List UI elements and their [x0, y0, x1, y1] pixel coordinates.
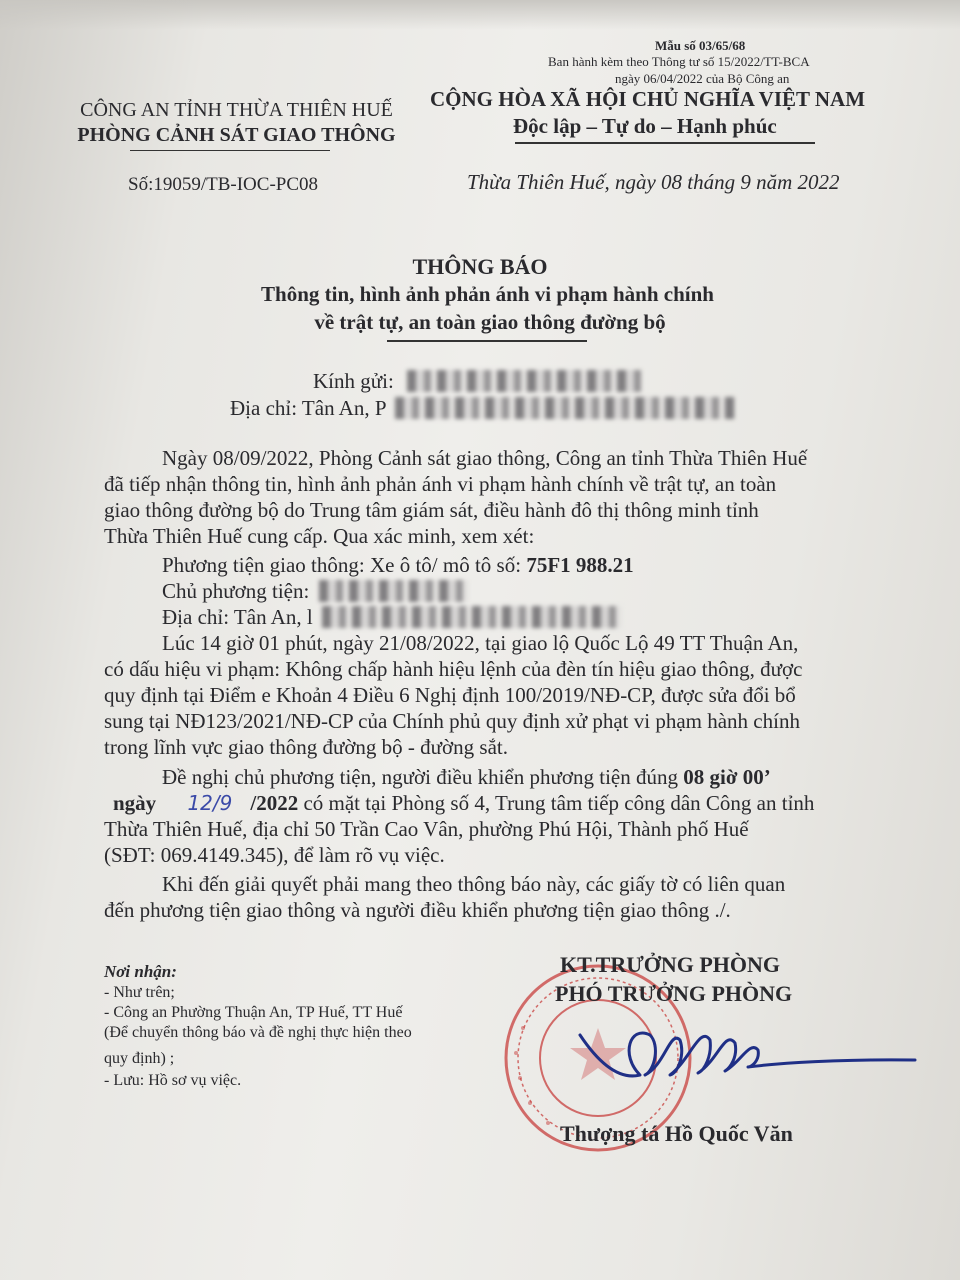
body-p1-line4: Thừa Thiên Huế cung cấp. Qua xác minh, xem xét:: [104, 524, 535, 548]
body-p2-line1: Lúc 14 giờ 01 phút, ngày 21/08/2022, tại giao lộ Quốc Lộ 49 TT Thuận An,: [162, 631, 799, 655]
agency-underline: [130, 150, 330, 151]
nation-motto: Độc lập – Tự do – Hạnh phúc: [513, 114, 777, 138]
motto-underline: [515, 142, 815, 144]
document-subtitle-line2: về trật tự, an toàn giao thông đường bộ: [314, 310, 666, 334]
document-number: Số:19059/TB-IOC-PC08: [128, 174, 319, 195]
signature-title-line1: KT.TRƯỞNG PHÒNG: [560, 952, 780, 977]
page-shadow: [0, 0, 960, 30]
handwritten-date: 12/9: [187, 791, 233, 815]
agency-name: CÔNG AN TỈNH THỪA THIÊN HUẾ: [80, 99, 393, 121]
redacted-addressee-name: [407, 370, 642, 392]
form-issued-line1: Ban hành kèm theo Thông tư số 15/2022/TT-BCA: [548, 54, 810, 69]
body-p2-line3: quy định tại Điểm e Khoản 4 Điều 6 Nghị định 100/2019/NĐ-CP, được sửa đổi bổ: [104, 683, 796, 707]
signature-title-line2: PHÓ TRƯỞNG PHÒNG: [555, 981, 793, 1006]
vehicle-line: [162, 552, 634, 578]
document-title: THÔNG BÁO: [412, 254, 548, 279]
vehicle-label: Phương tiện giao thông: Xe ô tô/ mô tô số:: [162, 553, 527, 577]
body-p3-line2: [113, 790, 814, 816]
place-date: Thừa Thiên Huế, ngày 08 tháng 9 năm 2022: [467, 170, 840, 194]
owner-label: Chủ phương tiện:: [162, 579, 310, 603]
appointment-day-label: ngày: [113, 791, 157, 815]
recipient-item: - Công an Phường Thuận An, TP Huế, TT Huế: [104, 1004, 403, 1021]
agency-department: PHÒNG CẢNH SÁT GIAO THÔNG: [77, 124, 396, 146]
body-p1-line3: giao thông đường bộ do Trung tâm giám sát, điều hành đô thị thông minh tỉnh: [104, 498, 759, 522]
addressee-address: [230, 396, 735, 421]
subtitle-underline: [387, 340, 587, 342]
addressee-to: [313, 369, 642, 394]
redacted-owner-address: [322, 606, 622, 628]
recipient-item: quy định) ;: [104, 1050, 175, 1067]
body-p4-line2: đến phương tiện giao thông và người điều khiển phương tiện giao thông ./.: [104, 898, 731, 922]
appointment-year: /2022: [250, 791, 299, 815]
body-p4-line1: Khi đến giải quyết phải mang theo thông báo này, các giấy tờ có liên quan: [162, 872, 786, 896]
addressee-to-label: Kính gửi:: [313, 369, 394, 393]
recipient-item: (Để chuyển thông báo và đề nghị thực hiện theo: [104, 1024, 412, 1041]
body-p3-text: Đề nghị chủ phương tiện, người điều khiển phương tiện đúng: [162, 765, 684, 789]
body-p2-line4: sung tại NĐ123/2021/NĐ-CP của Chính phủ quy định xử phạt vi phạm hành chính: [104, 709, 800, 733]
addressee-address-label: Địa chỉ: Tân An, P: [230, 396, 386, 420]
appointment-place: có mặt tại Phòng số 4, Trung tâm tiếp công dân Công an tỉnh: [298, 791, 815, 815]
handwritten-signature: [560, 1005, 930, 1095]
body-p2-line5: trong lĩnh vực giao thông đường bộ - đường sắt.: [104, 735, 508, 759]
signer-name: Thượng tá Hồ Quốc Văn: [560, 1121, 793, 1146]
nation-name: CỘNG HÒA XÃ HỘI CHỦ NGHĨA VIỆT NAM: [430, 87, 866, 111]
recipient-item: - Lưu: Hồ sơ vụ việc.: [104, 1072, 242, 1089]
owner-address-line: [162, 604, 622, 630]
redacted-addressee-address: [395, 397, 735, 419]
appointment-time: 08 giờ 00’: [683, 765, 771, 789]
owner-line: [162, 578, 469, 604]
recipient-item: - Như trên;: [104, 984, 175, 1001]
body-p3-line4: (SĐT: 069.4149.345), để làm rõ vụ việc.: [104, 843, 445, 867]
owner-address-label: Địa chỉ: Tân An, l: [162, 605, 313, 629]
body-p3-line1: [162, 764, 771, 790]
document-subtitle-line1: Thông tin, hình ảnh phản ánh vi phạm hành chính: [261, 282, 714, 306]
recipients-heading: Nơi nhận:: [104, 962, 177, 981]
license-plate: 75F1 988.21: [526, 553, 634, 577]
redacted-owner-name: [319, 580, 469, 602]
form-issued-line2: ngày 06/04/2022 của Bộ Công an: [615, 71, 790, 86]
body-p3-line3: Thừa Thiên Huế, địa chỉ 50 Trần Cao Vân, phường Phú Hội, Thành phố Huế: [104, 817, 749, 841]
body-p1-line1: Ngày 08/09/2022, Phòng Cảnh sát giao thông, Công an tỉnh Thừa Thiên Huế: [162, 446, 808, 470]
form-number: Mẫu số 03/65/68: [655, 38, 746, 53]
body-p1-line2: đã tiếp nhận thông tin, hình ảnh phản ánh vi phạm hành chính về trật tự, an toàn: [104, 472, 777, 496]
body-p2-line2: có dấu hiệu vi phạm: Không chấp hành hiệu lệnh của đèn tín hiệu giao thông, được: [104, 657, 803, 681]
